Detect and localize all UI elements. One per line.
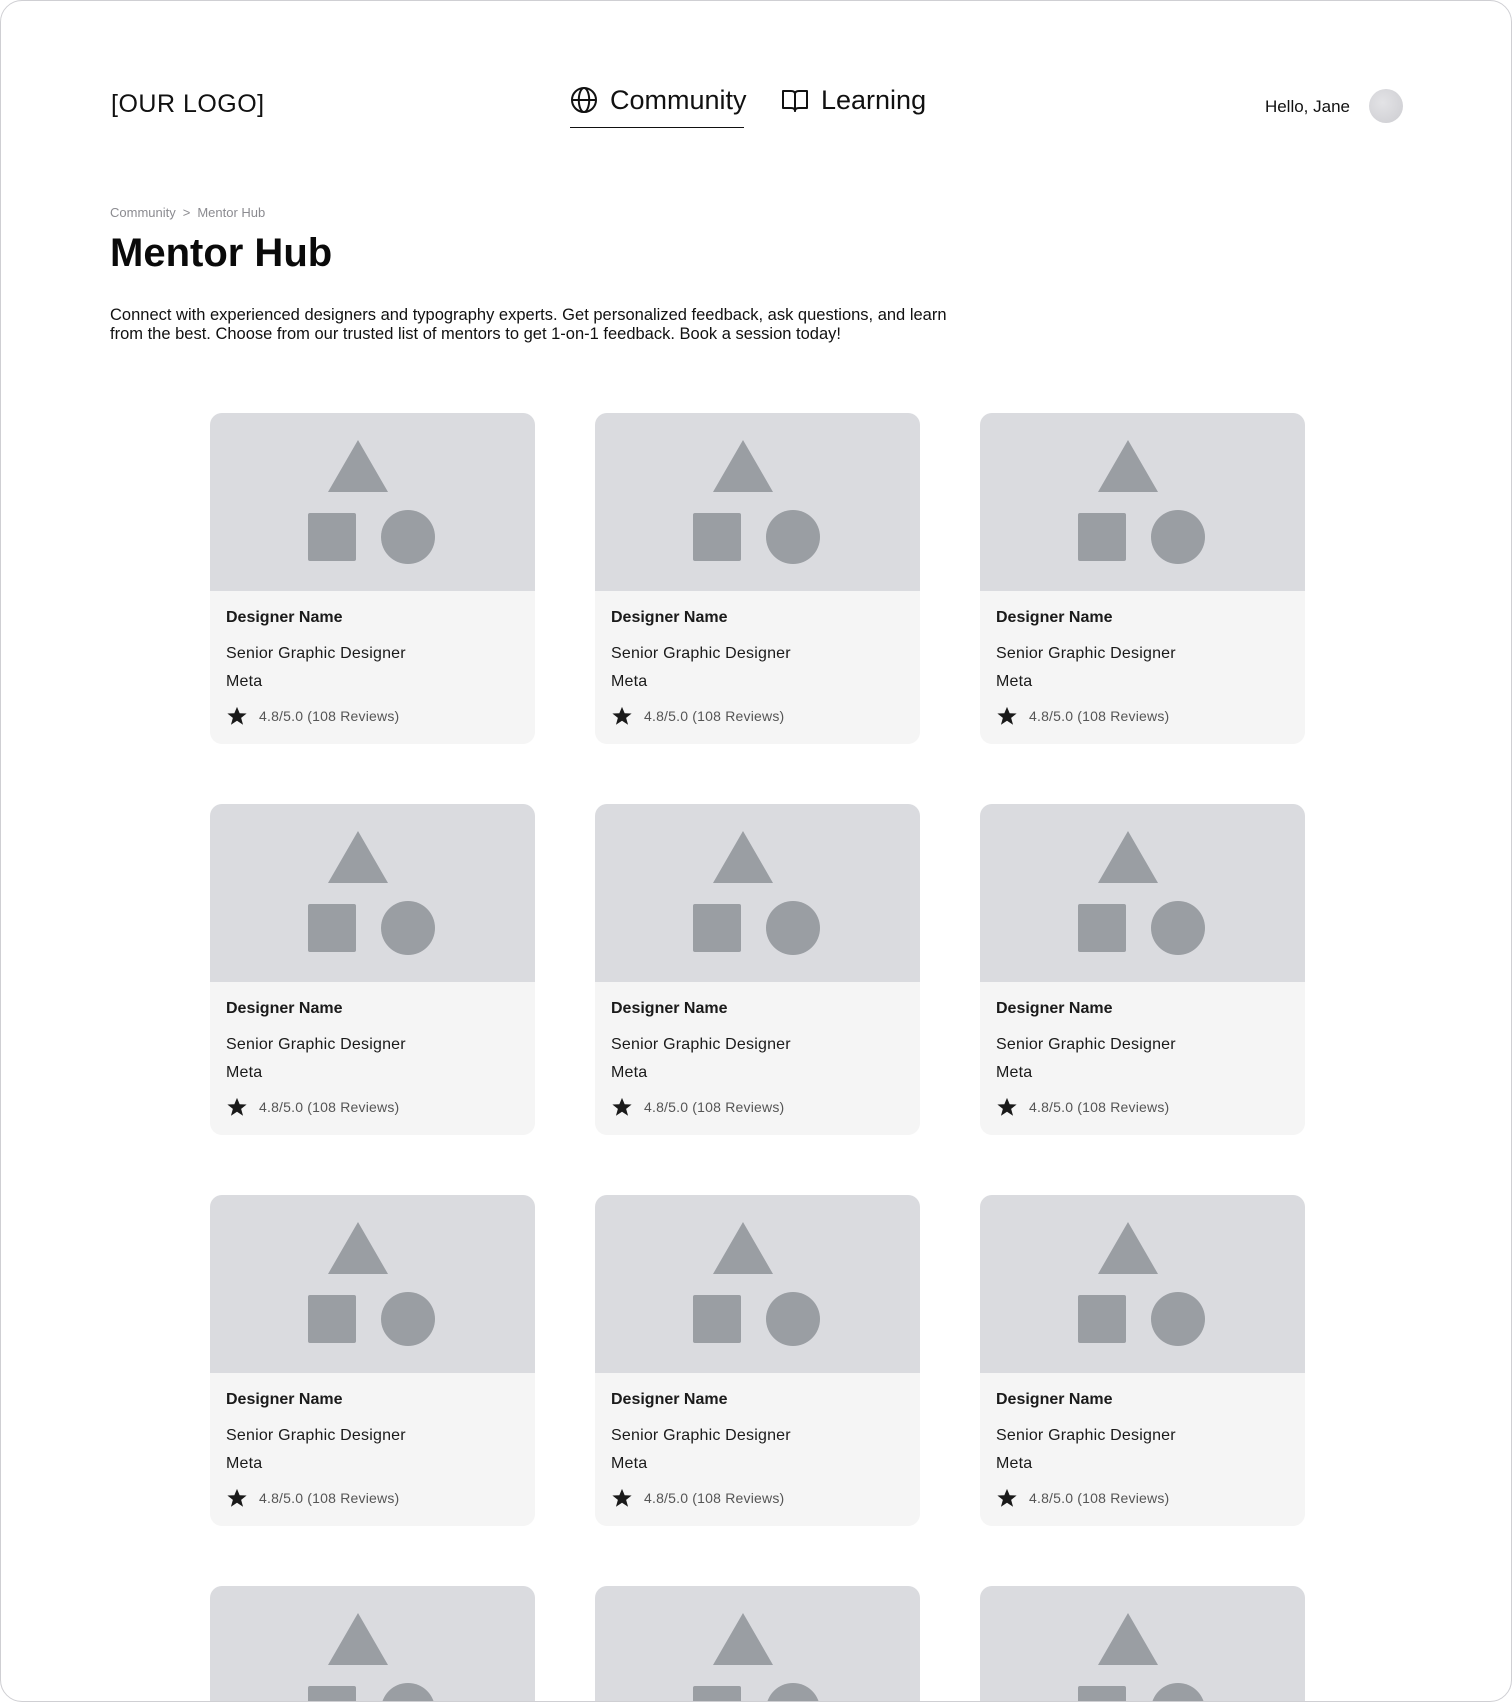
designer-name: Designer Name <box>611 1391 728 1408</box>
logo[interactable]: [OUR LOGO] <box>111 90 265 118</box>
mentor-card-body <box>980 982 1305 1135</box>
image-placeholder-icon <box>1078 440 1208 570</box>
designer-name: Designer Name <box>226 609 343 626</box>
star-icon <box>996 705 1018 727</box>
star-icon <box>611 1487 633 1509</box>
star-icon <box>611 1096 633 1118</box>
designer-name: Designer Name <box>226 1391 343 1408</box>
rating-text: 4.8/5.0 (108 Reviews) <box>644 708 785 724</box>
designer-role: Senior Graphic Designer <box>226 1427 406 1444</box>
mentor-card[interactable] <box>210 804 535 1135</box>
designer-company: Meta <box>611 1455 648 1472</box>
designer-company: Meta <box>226 1064 263 1081</box>
image-placeholder-icon <box>693 440 823 570</box>
star-icon <box>226 1487 248 1509</box>
image-placeholder-icon <box>693 1613 823 1702</box>
designer-role: Senior Graphic Designer <box>611 1427 791 1444</box>
rating-text: 4.8/5.0 (108 Reviews) <box>259 1099 400 1115</box>
mentor-card[interactable] <box>980 804 1305 1135</box>
image-placeholder-icon <box>1078 1222 1208 1352</box>
tab-community[interactable] <box>570 85 747 128</box>
tab-learning-label: Learning <box>821 85 927 115</box>
mentor-card[interactable] <box>210 413 535 744</box>
rating-text: 4.8/5.0 (108 Reviews) <box>1029 1490 1170 1506</box>
designer-role: Senior Graphic Designer <box>996 1036 1176 1053</box>
image-placeholder-icon <box>308 440 438 570</box>
mentor-card[interactable] <box>595 1586 920 1702</box>
book-icon <box>781 86 809 114</box>
designer-role: Senior Graphic Designer <box>611 1036 791 1053</box>
mentor-rating <box>226 1096 399 1118</box>
designer-name: Designer Name <box>996 1391 1113 1408</box>
mentor-card[interactable] <box>980 413 1305 744</box>
mentor-image-placeholder <box>210 1195 535 1373</box>
mentor-card-body <box>980 591 1305 744</box>
image-placeholder-icon <box>1078 831 1208 961</box>
mentor-card-body <box>595 982 920 1135</box>
rating-text: 4.8/5.0 (108 Reviews) <box>644 1490 785 1506</box>
designer-role: Senior Graphic Designer <box>611 645 791 662</box>
mentor-card[interactable] <box>595 1195 920 1526</box>
image-placeholder-icon <box>308 1222 438 1352</box>
page-description: Connect with experienced designers and typography experts. Get personalized feedback, ask questions, and learn from the best. Choose from our trusted list of mentors to get 1-on-1 feedback. Book a session today! <box>110 306 947 343</box>
mentor-image-placeholder <box>210 804 535 982</box>
mentor-card[interactable] <box>210 1195 535 1526</box>
star-icon <box>226 1096 248 1118</box>
mentor-card[interactable] <box>595 804 920 1135</box>
image-placeholder-icon <box>308 1613 438 1702</box>
star-icon <box>996 1096 1018 1118</box>
mentor-image-placeholder <box>980 413 1305 591</box>
designer-name: Designer Name <box>996 609 1113 626</box>
rating-text: 4.8/5.0 (108 Reviews) <box>259 708 400 724</box>
rating-text: 4.8/5.0 (108 Reviews) <box>1029 708 1170 724</box>
designer-company: Meta <box>611 1064 648 1081</box>
mentor-rating <box>996 705 1169 727</box>
designer-company: Meta <box>996 1455 1033 1472</box>
avatar[interactable] <box>1369 89 1403 123</box>
mentor-rating <box>226 705 399 727</box>
mentor-card-body <box>595 591 920 744</box>
mentor-image-placeholder <box>980 1586 1305 1702</box>
mentor-card[interactable] <box>980 1195 1305 1526</box>
designer-name: Designer Name <box>996 1000 1113 1017</box>
mentor-card-body <box>210 591 535 744</box>
designer-name: Designer Name <box>611 609 728 626</box>
star-icon <box>996 1487 1018 1509</box>
tab-learning[interactable] <box>781 85 926 127</box>
mentor-card[interactable] <box>980 1586 1305 1702</box>
image-placeholder-icon <box>1078 1613 1208 1702</box>
page-title: Mentor Hub <box>110 231 333 275</box>
mentor-card-body <box>210 1373 535 1526</box>
tab-community-label: Community <box>610 85 747 115</box>
designer-company: Meta <box>611 673 648 690</box>
mentor-image-placeholder <box>595 1195 920 1373</box>
image-placeholder-icon <box>693 831 823 961</box>
mentor-card[interactable] <box>595 413 920 744</box>
mentor-image-placeholder <box>595 413 920 591</box>
rating-text: 4.8/5.0 (108 Reviews) <box>259 1490 400 1506</box>
mentor-image-placeholder <box>980 804 1305 982</box>
mentor-image-placeholder <box>595 804 920 982</box>
designer-company: Meta <box>996 673 1033 690</box>
rating-text: 4.8/5.0 (108 Reviews) <box>1029 1099 1170 1115</box>
star-icon <box>226 705 248 727</box>
designer-role: Senior Graphic Designer <box>226 1036 406 1053</box>
designer-name: Designer Name <box>611 1000 728 1017</box>
mentor-image-placeholder <box>210 413 535 591</box>
star-icon <box>611 705 633 727</box>
mentor-card-body <box>595 1373 920 1526</box>
mentor-rating <box>996 1096 1169 1118</box>
breadcrumb-separator: > <box>182 205 191 220</box>
mentor-rating <box>611 1096 784 1118</box>
mentor-image-placeholder <box>595 1586 920 1702</box>
globe-icon <box>570 86 598 114</box>
breadcrumb <box>110 205 265 220</box>
image-placeholder-icon <box>308 831 438 961</box>
image-placeholder-icon <box>693 1222 823 1352</box>
mentor-card-body <box>980 1373 1305 1526</box>
designer-role: Senior Graphic Designer <box>996 1427 1176 1444</box>
designer-name: Designer Name <box>226 1000 343 1017</box>
breadcrumb-current: Mentor Hub <box>197 205 266 220</box>
mentor-image-placeholder <box>210 1586 535 1702</box>
mentor-rating <box>226 1487 399 1509</box>
mentor-rating <box>611 705 784 727</box>
designer-role: Senior Graphic Designer <box>226 645 406 662</box>
designer-company: Meta <box>996 1064 1033 1081</box>
breadcrumb-community[interactable]: Community <box>110 205 176 220</box>
mentor-rating <box>996 1487 1169 1509</box>
mentor-grid <box>210 413 1304 1702</box>
user-greeting: Hello, Jane <box>1264 97 1350 116</box>
designer-company: Meta <box>226 1455 263 1472</box>
mentor-image-placeholder <box>980 1195 1305 1373</box>
rating-text: 4.8/5.0 (108 Reviews) <box>644 1099 785 1115</box>
mentor-card-body <box>210 982 535 1135</box>
mentor-rating <box>611 1487 784 1509</box>
designer-company: Meta <box>226 673 263 690</box>
mentor-card[interactable] <box>210 1586 535 1702</box>
designer-role: Senior Graphic Designer <box>996 645 1176 662</box>
